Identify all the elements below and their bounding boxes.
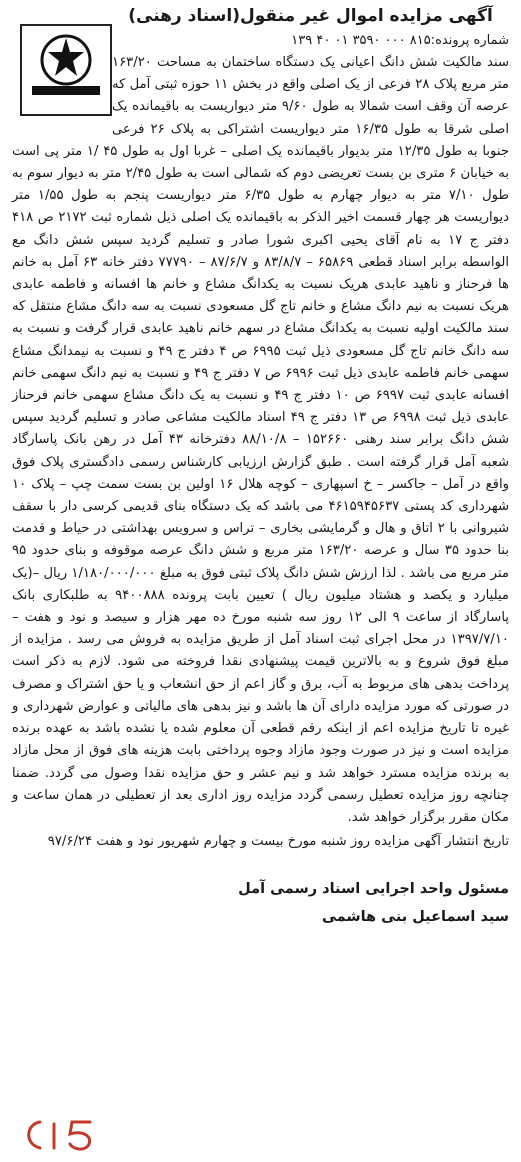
signature-name: سید اسماعیل بنی هاشمی	[321, 909, 509, 926]
signature-block	[12, 875, 509, 931]
body-paragraph: سند مالکیت شش دانگ اعیانی یک دستگاه ساختمان به مساحت ۱۶۳/۲۰ متر مربع پلاک ۲۸ فرعی از یک اصلی واقع در بخش ۱۱ حوزه ثبتی آمل که عرصه آن وقف است شمالا به طول ۹/۶۰ متر دیواریست به باقیمانده یک اصلی شرقا به طول ۱۶/۳۵ متر دیواریست اشتراکی به پلاک ۲۶ فرعی جنوبا به طول ۱۲/۳۵ متر بدیوار باقیمانده یک اصلی – غربا اول به طول ۴۵ /۱ متر پی است به خیابان ۶ متری بن بست تعریضی دوم که شمالی است به طول ۲/۴۵ متر به دیوار سوم به طول ۷/۱۰ متر به دیوار چهارم به طول ۶/۳۵ متر دیواریست پنجم به طول ۱/۵۵ متر دیواریست هر چهار قسمت اخیر الذکر به باقیمانده یک اصلی ذیل شماره ثبت ۲۱۷۲ ص ۴۱۸ دفتر ج ۱۷ به نام آقای یحیی اکبری شورا صادر و تسلیم گردید سپس شش دانگ مع الواسطه برابر اسناد قطعی ۶۵۸۶۹ – ۸۳/۸/۷ و ۸۷/۶/۷ – ۷۷۷۹۰ دفتر خانه ۶۳ آمل به خانم ها فرحناز و ناهید عابدی هریک نسبت به یکدانگ مشاع و خانم ها افسانه و فاطمه عابدی هریک نسبت به نیم دانگ مشاع و خانم تاج گل مسعودی نسبت به سه دانگ مشاع منتقل که سند مالکیت اولیه نسبت به یکدانگ مشاع در سهم خانم ناهید عابدی قرار گرفت و نسبت به سه دانگ خانم تاج گل مسعودی ذیل ثبت ۶۹۹۵ ص ۴ دفتر ج ۴۹ و نسبت به نیمدانگ مشاع سهمی خانم فاطمه عابدی ذیل ثبت ۶۹۹۶ ص ۷ دفتر ج ۴۹ و نسبت به نیم دانگ سهمی خانم افسانه عابدی ثبت ۶۹۹۷ ص ۱۰ دفتر ج ۴۹ و نسبت به یک دانگ مشاع سهمی خانم فرحناز عابدی ذیل ثبت ۶۹۹۸ ص ۱۳ دفتر ج ۴۹ اسناد مالکیت مشاعی صادر و تسلیم گردید سپس شش دانگ برابر سند رهنی ۱۵۲۶۶۰ – ۸۸/۱۰/۸ دفترخانه ۴۳ آمل در رهن بانک پاسارگاد شعبه آمل قرار گرفته است . طبق گزارش ارزیابی کارشناس رسمی دادگستری پلاک فوق واقع در آمل – جاکسر – خ اسپهاری – کوچه هلال ۱۶ اولین بن بست سمت چپ – پلاک ۱۰ شهرداری کد پستی ۴۶۱۵۹۴۵۶۳۷ می باشد که یک دستگاه بنای قدیمی کرسی دار با سقف شیروانی با ۲ اتاق و هال و گرمایشی بخاری – تراس و سرویس بهداشتی در حیاط و قدمت بنا حدود ۳۵ سال و عرصه ۱۶۳/۲۰ متر مربع و شش دانگ عرصه موقوفه و بنای حدود ۹۵ متر مربع می باشد . لذا ارزش شش دانگ پلاک ثبتی فوق به مبلغ ۱/۱۸۰/۰۰۰/۰۰۰ ریال –(یک میلیارد و یکصد و هشتاد میلیون ریال ) تعیین بابت پرونده ۹۴۰۰۸۸۸ به طلبکاری بانک پاسارگاد از ساعت ۹ الی ۱۲ روز سه شنبه مورخ ده مهر هزار و سیصد و نود و هفت – ۱۳۹۷/۷/۱۰ در محل اجرای ثبت اسناد آمل از طریق مزایده به فروش می رسد . مزایده از مبلغ فوق شروع و به بالاترین قیمت پیشنهادی نقدا فروخته می شود. لازم به ذکر است پرداخت بدهی های مربوط به آب، برق و گاز اعم از حق انشعاب و یا حق اشتراک و مصرف در صورتی که مورد مزایده دارای آن ها باشد و نیز بدهی های مالیاتی و عوارض شهرداری و غیره تا تاریخ مزایده اعم از اینکه رقم قطعی آن معلوم شده یا نشده باشد به عهده برنده مزایده است و نیز در صورت وجود مازاد وجوه پرداختی بابت هزینه های فوق از محل مازاد به برنده مزایده مسترد خواهد شد و نیم عشر و حق مزایده نقدا وصول می گردد. ضمنا چنانچه روز مزایده تعطیل رسمی گردد مزایده روز اداری بعد از تعطیلی در همان ساعت و مکان مقرر برگزار خواهد شد.	[12, 55, 510, 825]
organization-logo	[20, 24, 112, 116]
file-number: شماره پرونده:۸۱۵ ۰۰۰ ۳۵۹۰ ۰۱ ۴۰ ۱۳۹	[291, 33, 509, 48]
notice-body	[12, 52, 509, 829]
notice-title: آگهی مزایده اموال غیر منقول(اسناد رهنی)	[128, 6, 493, 26]
signature-title: مسئول واحد اجرایی اسناد رسمی آمل	[238, 881, 509, 898]
handwritten-mark-icon	[20, 1114, 110, 1156]
emblem-icon	[26, 30, 106, 100]
publication-date: تاریخ انتشار آگهی مزایده روز شنبه مورخ بیست و چهارم شهریور نود و هفت ۹۷/۶/۲۴	[47, 834, 509, 850]
